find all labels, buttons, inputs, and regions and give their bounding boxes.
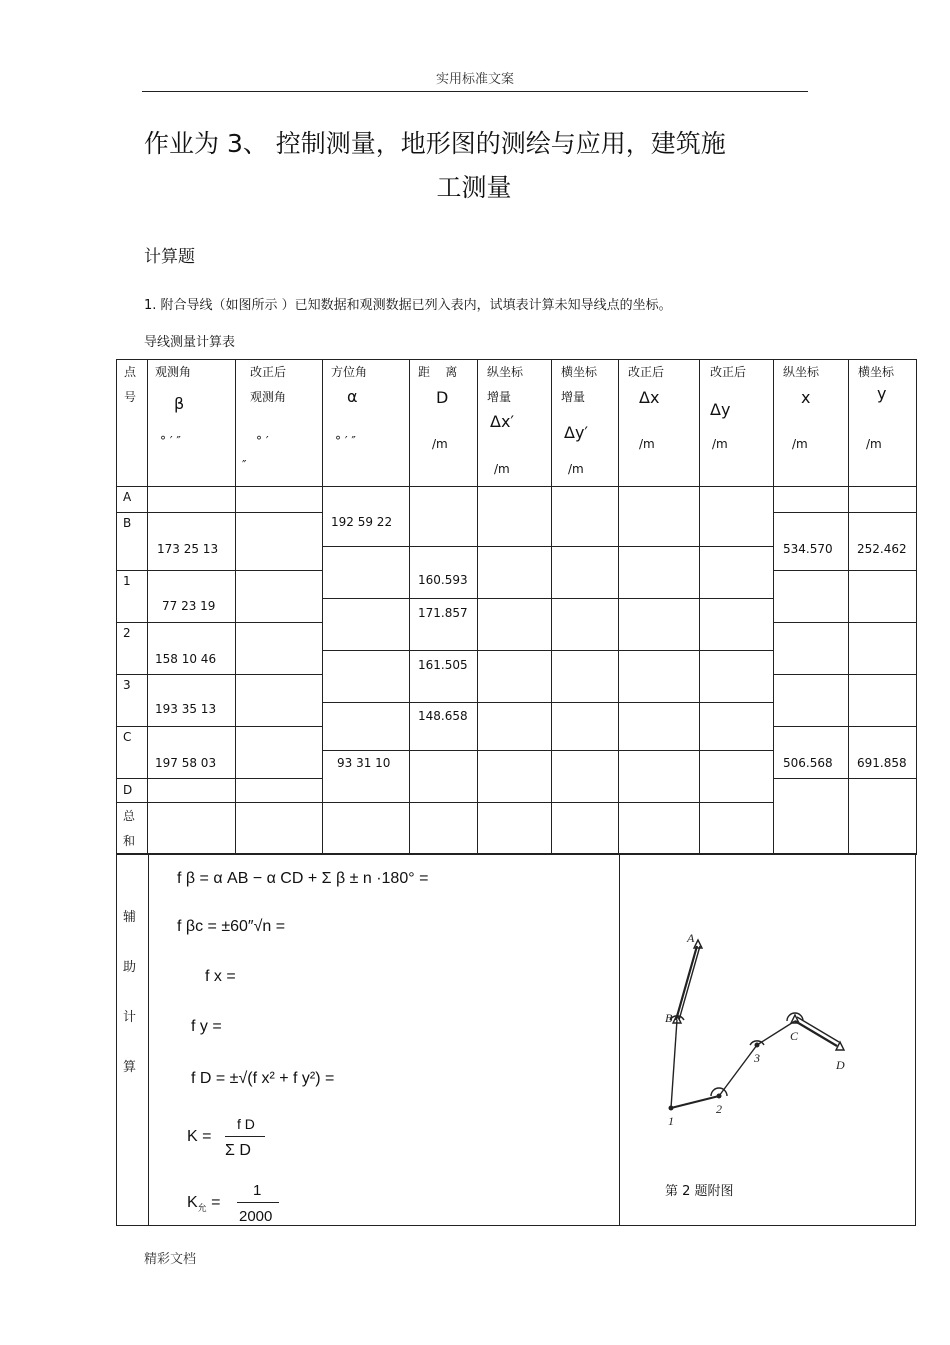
line-cd — [795, 1021, 837, 1046]
col-dy-inc-label-1: 横坐标 — [561, 365, 598, 379]
title-line-1: 作业为 3、 控制测量，地形图的测绘与应用，建筑施 — [144, 129, 726, 158]
formula-fd: f D = ±√(f x² + f y²) = — [191, 1070, 335, 1087]
row-c-y: 691.858 — [857, 756, 907, 770]
col-obs-label: 观测角 — [155, 365, 192, 379]
page-header: 实用标准文案 — [435, 72, 514, 87]
point-1-marker — [669, 1106, 674, 1111]
dx-inc-symbol: Δx′ — [490, 412, 515, 431]
row-b-y: 252.462 — [857, 542, 907, 556]
aux-label-2: 助 — [123, 960, 137, 975]
formula-kallow-num: 1 — [253, 1182, 262, 1199]
section-heading: 计算题 — [144, 247, 195, 267]
formula-kallow-den: 2000 — [239, 1208, 273, 1225]
col-dy-corr-label: 改正后 — [710, 365, 747, 379]
y-symbol: y — [877, 384, 887, 403]
col-obs-units: ° ′ ″ — [160, 434, 181, 448]
dist-b1: 160.593 — [418, 573, 468, 587]
row-c-x: 506.568 — [783, 756, 833, 770]
formula-fy: f y = — [191, 1018, 222, 1035]
traverse-table — [116, 359, 917, 855]
col-corr-obs-units: ° ′ — [256, 434, 269, 448]
label-d: D — [836, 1058, 845, 1072]
header-rule — [142, 91, 808, 92]
line-23 — [719, 1045, 757, 1096]
dist-symbol: D — [436, 388, 449, 407]
auxiliary-calc-box — [116, 853, 916, 1226]
row-2-angle: 158 10 46 — [155, 652, 217, 666]
col-azimuth-label: 方位角 — [331, 365, 368, 379]
formula-f-beta: f β = α AB − α CD + Σ β ± n ·180° = — [177, 870, 429, 887]
label-c: C — [790, 1029, 799, 1043]
dy-corr-symbol: Δy — [710, 400, 731, 419]
title-line-2: 工测量 — [436, 173, 512, 202]
row-b-x: 534.570 — [783, 542, 833, 556]
col-pt-label-1: 点 — [124, 365, 137, 379]
formula-kallow-label: $K_允$ = — [187, 1194, 221, 1214]
row-c-pt: C — [123, 730, 132, 744]
row-2-pt: 2 — [123, 626, 131, 640]
table-caption: 导线测量计算表 — [144, 335, 236, 350]
beta-symbol: β — [174, 394, 185, 413]
dy-inc-symbol: Δy′ — [564, 423, 589, 442]
col-dx-corr-unit: /m — [639, 437, 655, 451]
azimuth-ab: 192 59 22 — [331, 515, 393, 529]
formula-fx: f x = — [205, 968, 236, 985]
aux-label-3: 计 — [123, 1010, 137, 1025]
col-corr-obs-label-2: 观测角 — [250, 390, 287, 404]
formula-k-den: Σ D — [225, 1142, 251, 1159]
row-b-angle: 173 25 13 — [157, 542, 219, 556]
formula-k-num: f D — [237, 1116, 255, 1132]
col-corr-obs-units-2: ″ — [242, 458, 247, 472]
line-ab — [676, 946, 697, 1020]
figure-caption: 第 2 题附图 — [665, 1184, 734, 1199]
aux-label-1: 辅 — [123, 910, 137, 925]
col-dx-inc-label-1: 纵坐标 — [487, 365, 524, 379]
aux-label-4: 算 — [123, 1060, 137, 1075]
col-x-label: 纵坐标 — [783, 365, 820, 379]
line-12 — [671, 1096, 719, 1108]
total-label-1: 总 — [123, 809, 136, 823]
row-d-pt: D — [123, 783, 133, 797]
formula-k-label: K = — [187, 1128, 212, 1145]
dx-corr-symbol: Δx — [639, 388, 660, 407]
col-dx-inc-label-2: 增量 — [487, 390, 512, 404]
row-a-pt: A — [123, 490, 132, 504]
col-pt-label-2: 号 — [124, 390, 137, 404]
row-1-pt: 1 — [123, 574, 131, 588]
line-b1 — [671, 1020, 677, 1108]
col-dy-inc-label-2: 增量 — [561, 390, 586, 404]
col-dx-corr-label: 改正后 — [628, 365, 665, 379]
page-title — [144, 122, 784, 210]
page-footer: 精彩文档 — [144, 1252, 197, 1267]
triangle-d — [836, 1042, 844, 1050]
row-1-angle: 77 23 19 — [162, 599, 216, 613]
col-dist-unit: /m — [432, 437, 448, 451]
label-b: B — [665, 1011, 673, 1025]
total-label-2: 和 — [123, 834, 136, 848]
row-3-angle: 193 35 13 — [155, 702, 217, 716]
azimuth-cd: 93 31 10 — [337, 756, 391, 770]
dist-3c: 148.658 — [418, 709, 468, 723]
col-dy-corr-unit: /m — [712, 437, 728, 451]
col-dx-inc-unit: /m — [494, 462, 510, 476]
col-x-unit: /m — [792, 437, 808, 451]
dist-12: 171.857 — [418, 606, 468, 620]
col-y-label: 横坐标 — [858, 365, 895, 379]
row-3-pt: 3 — [123, 678, 131, 692]
traverse-diagram — [637, 914, 887, 1174]
triangle-a — [694, 940, 702, 948]
point-2-marker — [717, 1094, 722, 1099]
formula-f-beta-allow: f βc = ±60″√n = — [177, 918, 286, 935]
question-text: 1. 附合导线（如图所示 ）已知数据和观测数据已列入表内，试填表计算未知导线点的坐标。 — [144, 298, 672, 313]
dist-23: 161.505 — [418, 658, 468, 672]
col-azimuth-units: ° ′ ″ — [335, 434, 356, 448]
point-3-marker — [755, 1043, 760, 1048]
x-symbol: x — [801, 388, 811, 407]
label-1: 1 — [668, 1114, 674, 1128]
row-b-pt: B — [123, 516, 132, 530]
col-dist-label: 距 离 — [418, 365, 458, 379]
col-y-unit: /m — [866, 437, 882, 451]
label-3: 3 — [754, 1051, 760, 1065]
label-2: 2 — [716, 1102, 722, 1116]
col-dy-inc-unit: /m — [568, 462, 584, 476]
alpha-symbol: α — [347, 387, 358, 406]
row-c-angle: 197 58 03 — [155, 756, 217, 770]
label-a: A — [687, 931, 695, 945]
col-corr-obs-label-1: 改正后 — [250, 365, 287, 379]
